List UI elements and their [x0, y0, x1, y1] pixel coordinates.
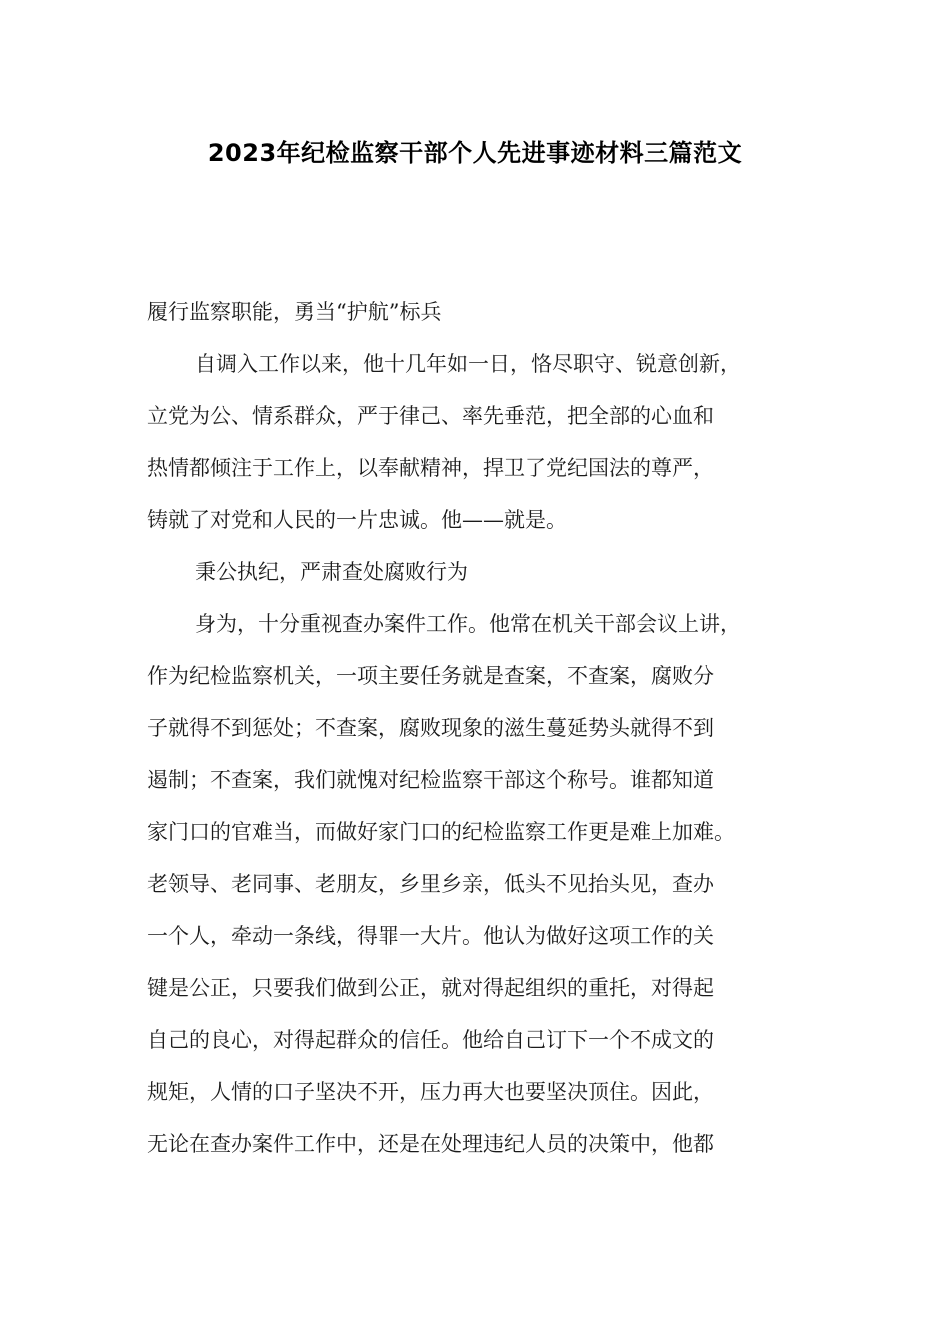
- paragraph-line: 立党为公、情系群众，严于律己、率先垂范，把全部的心血和: [147, 404, 714, 428]
- paragraph-line: 老领导、老同事、老朋友，乡里乡亲，低头不见抬头见，查办: [147, 872, 714, 896]
- paragraph-line: 一个人，牵动一条线，得罪一大片。他认为做好这项工作的关: [147, 924, 714, 948]
- paragraph-line: 键是公正，只要我们做到公正，就对得起组织的重托，对得起: [147, 976, 714, 1000]
- section-heading: 履行监察职能，勇当“护航”标兵: [147, 300, 442, 324]
- paragraph-line: 铸就了对党和人民的一片忠诚。他——就是。: [147, 508, 567, 532]
- paragraph-line: 无论在查办案件工作中，还是在处理违纪人员的决策中，他都: [147, 1132, 714, 1156]
- document-body: [147, 293, 807, 1177]
- paragraph-line: 子就得不到惩处；不查案，腐败现象的滋生蔓延势头就得不到: [147, 716, 714, 740]
- paragraph-line: 家门口的官难当，而做好家门口的纪检监察工作更是难上加难。: [147, 820, 735, 844]
- paragraph-line: 规矩，人情的口子坚决不开，压力再大也要坚决顶住。因此，: [147, 1080, 714, 1104]
- paragraph-line: 遏制；不查案，我们就愧对纪检监察干部这个称号。谁都知道: [147, 768, 714, 792]
- paragraph-line: 自调入工作以来，他十几年如一日，恪尽职守、锐意创新，: [195, 352, 741, 376]
- document-title: 2023年纪检监察干部个人先进事迹材料三篇范文: [207, 139, 743, 167]
- paragraph-line: 自己的良心，对得起群众的信任。他给自己订下一个不成文的: [147, 1028, 714, 1052]
- section-heading: 秉公执纪，严肃查处腐败行为: [195, 560, 468, 584]
- paragraph-line: 作为纪检监察机关，一项主要任务就是查案，不查案，腐败分: [147, 664, 714, 688]
- paragraph-line: 身为，十分重视查办案件工作。他常在机关干部会议上讲，: [195, 612, 741, 636]
- paragraph-line: 热情都倾注于工作上，以奉献精神，捍卫了党纪国法的尊严，: [147, 456, 714, 480]
